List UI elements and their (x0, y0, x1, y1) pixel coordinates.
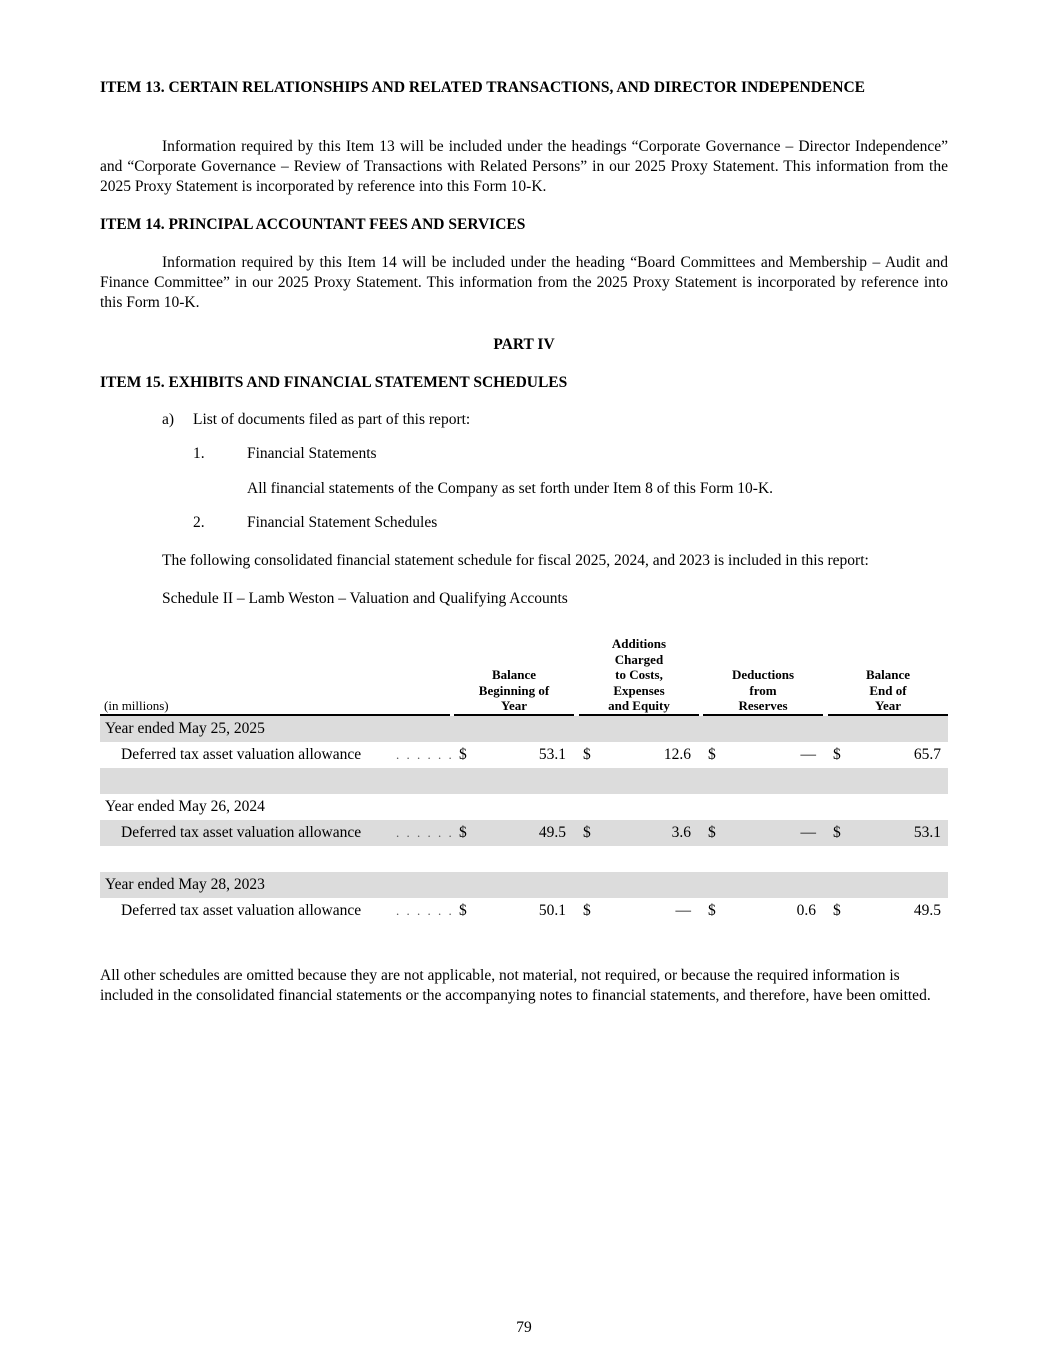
row-label: Deferred tax asset valuation allowance (121, 902, 362, 919)
currency-symbol: $ (583, 746, 591, 763)
list-a-marker: a) (162, 411, 175, 428)
value-additions: 12.6 (663, 746, 691, 763)
item14-heading: ITEM 14. PRINCIPAL ACCOUNTANT FEES AND SERVICES (100, 216, 526, 233)
col-header-balance-beginning (454, 667, 574, 714)
list-item1-text: Financial Statements (247, 445, 377, 462)
header-line: Beginning of (478, 682, 550, 698)
section-year-row (100, 872, 948, 898)
col-header-deductions (703, 667, 823, 714)
header-line: Deductions (731, 667, 795, 682)
year-label: Year ended May 28, 2023 (105, 876, 265, 893)
value-balance-end: 65.7 (913, 746, 941, 763)
list-a-text: List of documents filed as part of this report: (193, 411, 471, 428)
currency-symbol: $ (583, 824, 591, 841)
header-line: Additions (611, 636, 667, 651)
item14-body: Information required by this Item 14 will be included under the heading “Board Committees and Membership – Audit and Finance Committee” in our 2025 Proxy Statement. This information from the 2025 Proxy Statement is incorporated by reference into this Form 10-K. (100, 254, 948, 311)
item13-heading: ITEM 13. CERTAIN RELATIONSHIPS AND RELATED TRANSACTIONS, AND DIRECTOR INDEPENDENCE (100, 79, 865, 96)
row-label: Deferred tax asset valuation allowance (121, 746, 362, 763)
currency-symbol: $ (459, 824, 467, 841)
header-line: from (749, 682, 777, 698)
row-label: Deferred tax asset valuation allowance (121, 824, 362, 841)
currency-symbol: $ (833, 902, 841, 919)
header-line: to Costs, (615, 667, 663, 682)
value-balance-beginning: 53.1 (538, 746, 566, 763)
value-deductions: 0.6 (796, 902, 816, 919)
currency-symbol: $ (833, 824, 841, 841)
currency-symbol: $ (708, 902, 716, 919)
header-line: Year (875, 698, 901, 713)
col-header-balance-end (828, 667, 948, 714)
currency-symbol: $ (459, 746, 467, 763)
value-balance-end: 49.5 (913, 902, 941, 919)
header-line: Balance (491, 667, 537, 682)
part-title: PART IV (493, 336, 555, 353)
col-header-additions (579, 636, 699, 714)
leader-dots: . . . . . . (396, 747, 454, 762)
units-label: (in millions) (104, 698, 169, 713)
currency-symbol: $ (583, 902, 591, 919)
currency-symbol: $ (708, 824, 716, 841)
list-item2-text: Financial Statement Schedules (247, 514, 438, 531)
table-row (100, 898, 948, 924)
schedule-intro: The following consolidated financial statement schedule for fiscal 2025, 2024, and 2023 is included in this report: (162, 552, 869, 569)
header-line: and Equity (608, 698, 670, 713)
year-label: Year ended May 25, 2025 (105, 720, 265, 737)
value-balance-beginning: 50.1 (538, 902, 566, 919)
table-row (100, 742, 948, 768)
header-line: Expenses (613, 682, 665, 698)
value-deductions: — (800, 824, 816, 841)
list-item1-description: All financial statements of the Company as set forth under Item 8 of this Form 10-K. (247, 480, 774, 497)
spacer-row (100, 846, 948, 872)
header-line: End of (869, 682, 907, 698)
header-line: Year (501, 698, 527, 713)
schedule-title: Schedule II – Lamb Weston – Valuation and Qualifying Accounts (162, 590, 568, 607)
value-deductions: — (800, 746, 816, 763)
leader-dots: . . . . . . (396, 825, 454, 840)
table-row (100, 820, 948, 846)
section-year-row (100, 716, 948, 742)
value-balance-beginning: 49.5 (538, 824, 566, 841)
currency-symbol: $ (833, 746, 841, 763)
leader-dots: . . . . . . (396, 903, 454, 918)
header-line: Balance (865, 667, 911, 682)
header-line: Reserves (738, 698, 788, 713)
header-line: Charged (614, 651, 664, 667)
value-additions: — (675, 902, 691, 919)
list-item2-number: 2. (193, 514, 205, 531)
item15-heading: ITEM 15. EXHIBITS AND FINANCIAL STATEMENT SCHEDULES (100, 374, 568, 391)
value-balance-end: 53.1 (913, 824, 941, 841)
spacer-row (100, 768, 948, 794)
value-additions: 3.6 (671, 824, 691, 841)
item13-body: Information required by this Item 13 will be included under the headings “Corporate Governance – Director Independence” and “Corporate Governance – Review of Transactions with Related Persons” in our 2025 Proxy Statement. This information from the 2025 Proxy Statement is incorporated by reference into this Form 10-K. (100, 138, 948, 195)
currency-symbol: $ (708, 746, 716, 763)
section-year-row (100, 794, 948, 820)
page-number: 79 (516, 1319, 532, 1336)
footer-note: All other schedules are omitted because they are not applicable, not material, not required, or because the required information is included in the consolidated financial statements or the accompanying notes to financial statements, and therefore, have been omitted. (100, 967, 931, 1004)
year-label: Year ended May 26, 2024 (105, 798, 265, 815)
list-item1-number: 1. (193, 445, 205, 462)
currency-symbol: $ (459, 902, 467, 919)
